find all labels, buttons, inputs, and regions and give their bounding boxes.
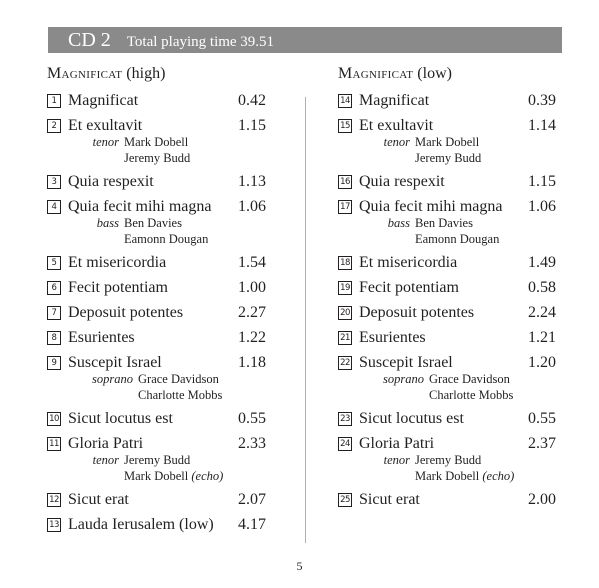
performer-name (429, 371, 513, 387)
voice-role: bass (96, 216, 119, 230)
track-duration: 1.18 (238, 353, 266, 371)
track-line (338, 325, 562, 350)
track-duration: 2.07 (238, 490, 266, 508)
track-number-box: 20 (338, 306, 352, 320)
performer-name (415, 134, 481, 150)
track-title: Deposuit potentes (68, 303, 184, 321)
performers (47, 452, 272, 484)
track-item (47, 350, 272, 403)
track-line (47, 250, 272, 275)
performer-row (85, 452, 272, 484)
track-item (47, 113, 272, 166)
track-item (338, 431, 562, 484)
tracklist-high (47, 62, 272, 537)
track-item (338, 88, 562, 113)
track-line (338, 406, 562, 431)
track-line (47, 275, 272, 300)
track-item (47, 300, 272, 325)
performer-name-text: Mark Dobell (124, 469, 189, 483)
track-line (338, 487, 562, 512)
voice-role: soprano (383, 372, 424, 386)
track-item (47, 88, 272, 113)
track-item (47, 487, 272, 512)
performer-name-text: Jeremy Budd (124, 151, 191, 165)
track-duration: 2.37 (528, 434, 556, 452)
track-line (47, 512, 272, 537)
track-item (47, 406, 272, 431)
performer-name-text: Mark Dobell (415, 469, 480, 483)
track-duration: 1.15 (238, 116, 266, 134)
track-number-box: 2 (47, 119, 61, 133)
section-title-main: Magnificat (338, 65, 414, 82)
track-item (338, 169, 562, 194)
track-line (47, 406, 272, 431)
track-title: Et exultavit (68, 116, 143, 134)
performer-name (429, 387, 513, 403)
track-number-box: 12 (47, 493, 61, 507)
track-line (47, 325, 272, 350)
voice-role: bass (387, 216, 410, 230)
track-title: Gloria Patri (68, 434, 144, 452)
track-line (47, 169, 272, 194)
track-line (338, 275, 562, 300)
track-duration: 0.42 (238, 91, 266, 109)
track-duration: 1.49 (528, 253, 556, 271)
performer-names (124, 452, 223, 484)
voice-role: tenor (383, 453, 410, 467)
performer-name (415, 231, 499, 247)
track-number-box: 10 (47, 412, 61, 426)
track-line (338, 300, 562, 325)
track-number-box: 15 (338, 119, 352, 133)
performers (47, 371, 272, 403)
performer-name (124, 452, 223, 468)
track-number-box: 24 (338, 437, 352, 451)
performer-name (138, 387, 222, 403)
track-list (338, 88, 562, 512)
performer-name (415, 452, 514, 468)
track-title: Esurientes (359, 328, 426, 346)
performer-name (124, 231, 208, 247)
performer-row (85, 215, 272, 247)
track-item (47, 512, 272, 537)
performers (47, 215, 272, 247)
track-title: Suscepit Israel (68, 353, 162, 371)
track-item (47, 194, 272, 247)
track-item (47, 275, 272, 300)
track-line (338, 250, 562, 275)
performer-name-text: Charlotte Mobbs (429, 388, 514, 402)
track-duration: 1.13 (238, 172, 266, 190)
performer-name-text: Jeremy Budd (124, 453, 191, 467)
track-duration: 1.06 (238, 197, 266, 215)
track-number-box: 17 (338, 200, 352, 214)
performer-name (138, 371, 222, 387)
track-number-box: 4 (47, 200, 61, 214)
track-number-box: 25 (338, 493, 352, 507)
track-number-box: 23 (338, 412, 352, 426)
track-number-box: 5 (47, 256, 61, 270)
performer-names (124, 134, 190, 166)
voice-role: tenor (92, 135, 119, 149)
performer-name-text: Mark Dobell (415, 135, 480, 149)
track-title: Quia respexit (359, 172, 445, 190)
section-title-high (47, 62, 272, 86)
track-item (47, 431, 272, 484)
track-title: Sicut erat (359, 490, 420, 508)
track-duration: 0.39 (528, 91, 556, 109)
track-number-box: 13 (47, 518, 61, 532)
track-title: Quia respexit (68, 172, 154, 190)
track-number-box: 19 (338, 281, 352, 295)
performers (338, 371, 562, 403)
track-duration: 0.58 (528, 278, 556, 296)
performer-name (415, 150, 481, 166)
track-number-box: 14 (338, 94, 352, 108)
track-duration: 2.00 (528, 490, 556, 508)
performer-name (124, 215, 208, 231)
track-number-box: 8 (47, 331, 61, 345)
performer-row (376, 371, 562, 403)
track-duration: 1.20 (528, 353, 556, 371)
track-duration: 1.54 (238, 253, 266, 271)
performer-names (415, 215, 499, 247)
page-number: 5 (296, 559, 303, 573)
track-duration: 2.24 (528, 303, 556, 321)
track-number-box: 1 (47, 94, 61, 108)
track-item (338, 194, 562, 247)
track-item (338, 406, 562, 431)
performer-row (85, 371, 272, 403)
performer-name-text: Jeremy Budd (415, 151, 482, 165)
track-duration: 1.21 (528, 328, 556, 346)
performer-name (415, 215, 499, 231)
performer-names (138, 371, 222, 403)
performers (338, 134, 562, 166)
track-title: Fecit potentiam (68, 278, 168, 296)
track-title: Esurientes (68, 328, 135, 346)
performer-name-text: Eamonn Dougan (124, 232, 209, 246)
section-title-low (338, 62, 562, 86)
track-duration: 1.06 (528, 197, 556, 215)
track-item (338, 113, 562, 166)
performers (338, 215, 562, 247)
performer-name-text: Eamonn Dougan (415, 232, 500, 246)
performers (47, 134, 272, 166)
track-item (338, 300, 562, 325)
cd-header-bar (48, 27, 562, 53)
track-title: Gloria Patri (359, 434, 435, 452)
track-duration: 1.14 (528, 116, 556, 134)
track-title: Magnificat (359, 91, 430, 109)
tracklist-low (338, 62, 562, 512)
track-number-box: 9 (47, 356, 61, 370)
performer-name-text: Mark Dobell (124, 135, 189, 149)
cd-label: CD 2 (68, 29, 111, 51)
track-item (47, 325, 272, 350)
track-number-box: 7 (47, 306, 61, 320)
performer-name (124, 468, 223, 484)
performer-names (429, 371, 513, 403)
track-duration: 2.27 (238, 303, 266, 321)
track-title: Fecit potentiam (359, 278, 459, 296)
track-number-box: 16 (338, 175, 352, 189)
track-line (338, 169, 562, 194)
voice-role: tenor (383, 135, 410, 149)
track-title: Quia fecit mihi magna (359, 197, 503, 215)
performer-name-text: Grace Davidson (429, 372, 510, 386)
performer-names (415, 452, 514, 484)
track-line (47, 88, 272, 113)
track-duration: 4.17 (238, 515, 266, 533)
track-duration: 0.55 (238, 409, 266, 427)
column-divider (305, 97, 306, 543)
performer-row (376, 134, 562, 166)
voice-role: soprano (92, 372, 133, 386)
track-item (338, 275, 562, 300)
track-item (47, 169, 272, 194)
track-line (338, 88, 562, 113)
track-duration: 1.15 (528, 172, 556, 190)
voice-role: tenor (92, 453, 119, 467)
track-item (338, 350, 562, 403)
track-duration: 1.22 (238, 328, 266, 346)
track-title: Sicut locutus est (68, 409, 173, 427)
track-duration: 1.00 (238, 278, 266, 296)
track-title: Et misericordia (68, 253, 167, 271)
track-title: Magnificat (68, 91, 139, 109)
performer-names (124, 215, 208, 247)
track-title: Quia fecit mihi magna (68, 197, 212, 215)
performer-name-text: Ben Davies (415, 216, 473, 230)
track-number-box: 22 (338, 356, 352, 370)
performer-name-text: Grace Davidson (138, 372, 219, 386)
section-title-sub: (low) (417, 65, 452, 82)
track-duration: 2.33 (238, 434, 266, 452)
track-title: Sicut locutus est (359, 409, 464, 427)
track-title: Lauda Ierusalem (low) (68, 515, 214, 533)
performer-name-text: Ben Davies (124, 216, 182, 230)
echo-note: (echo) (482, 469, 515, 483)
section-title-sub: (high) (126, 65, 166, 82)
performer-row (85, 134, 272, 166)
performer-names (415, 134, 481, 166)
performer-name (124, 150, 190, 166)
performer-row (376, 215, 562, 247)
performer-name (124, 134, 190, 150)
track-title: Et exultavit (359, 116, 434, 134)
track-item (338, 250, 562, 275)
track-title: Suscepit Israel (359, 353, 453, 371)
track-number-box: 6 (47, 281, 61, 295)
performer-name-text: Jeremy Budd (415, 453, 482, 467)
track-number-box: 11 (47, 437, 61, 451)
section-title-main: Magnificat (47, 65, 123, 82)
echo-note: (echo) (191, 469, 224, 483)
track-duration: 0.55 (528, 409, 556, 427)
performer-name (415, 468, 514, 484)
track-number-box: 21 (338, 331, 352, 345)
track-list (47, 88, 272, 537)
performers (338, 452, 562, 484)
track-number-box: 3 (47, 175, 61, 189)
total-playing-time: Total playing time 39.51 (126, 34, 275, 50)
track-number-box: 18 (338, 256, 352, 270)
track-line (47, 300, 272, 325)
track-title: Et misericordia (359, 253, 458, 271)
track-title: Sicut erat (68, 490, 129, 508)
performer-row (376, 452, 562, 484)
track-item (338, 325, 562, 350)
track-item (338, 487, 562, 512)
performer-name-text: Charlotte Mobbs (138, 388, 223, 402)
track-title: Deposuit potentes (359, 303, 475, 321)
track-item (47, 250, 272, 275)
track-line (47, 487, 272, 512)
